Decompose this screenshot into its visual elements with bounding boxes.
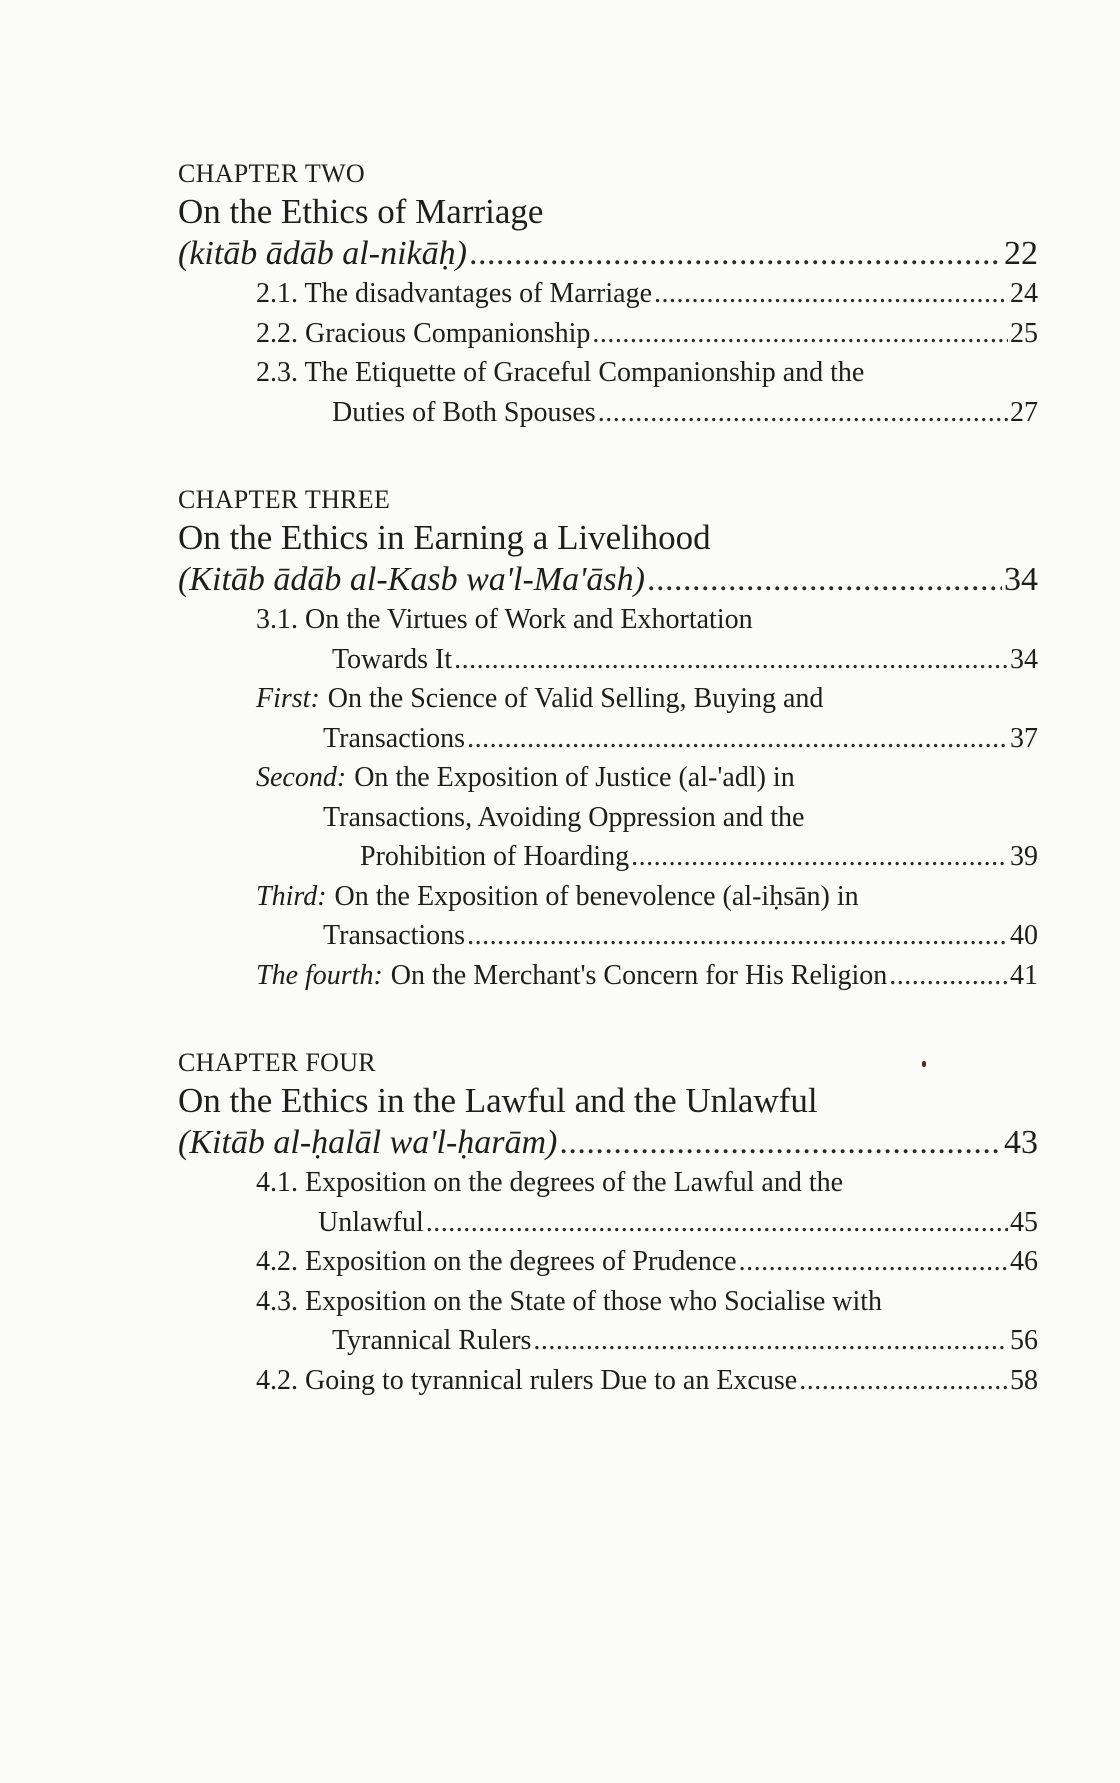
ink-speck	[922, 1061, 926, 1067]
entry-text: 2.1. The disadvantages of Marriage	[256, 278, 653, 309]
page-number: 56	[1010, 1325, 1038, 1356]
page-number: 34	[1010, 643, 1038, 675]
dot-leader	[426, 1203, 1008, 1243]
toc-entry	[178, 314, 1038, 354]
dot-leader	[467, 719, 1008, 759]
dot-leader	[454, 640, 1008, 680]
dot-leader	[469, 234, 1002, 274]
chapter-four	[178, 1047, 1038, 1400]
toc-entry	[178, 600, 1038, 640]
entry-text: 4.3. Exposition on the State of those who Socialise with	[256, 1285, 883, 1317]
dot-leader	[598, 393, 1008, 433]
dot-leader	[647, 560, 1002, 600]
chapter-arabic-title: (kitāb ādāb al-nikāḥ)	[178, 235, 467, 272]
chapter-arabic-title-line	[178, 560, 1038, 600]
page-number: 24	[1010, 278, 1038, 309]
chapter-label: CHAPTER TWO	[178, 159, 365, 188]
page-number: 27	[1010, 396, 1038, 428]
toc-entry	[178, 1361, 1038, 1401]
entry-text: Transactions	[323, 722, 466, 754]
entry-text: Prohibition of Hoarding	[360, 841, 630, 872]
chapter-arabic-title-line	[178, 1123, 1038, 1163]
toc-entry	[178, 758, 1038, 798]
page-number: 45	[1010, 1206, 1038, 1238]
toc-entry	[178, 877, 1038, 917]
entry-text: On the Merchant's Concern for His Religion	[390, 959, 888, 991]
dot-leader	[889, 956, 1008, 996]
table-of-contents	[178, 158, 1038, 1452]
entry-text: 4.1. Exposition on the degrees of the Lawful and the	[256, 1167, 844, 1198]
page-number: 25	[1010, 317, 1038, 349]
page-number: 43	[1004, 1124, 1038, 1161]
toc-entry	[178, 353, 1038, 393]
toc-entry-continuation	[178, 393, 1038, 433]
chapter-title: On the Ethics of Marriage	[178, 192, 544, 231]
dot-leader	[799, 1361, 1008, 1401]
entry-text: Duties of Both Spouses	[332, 396, 596, 428]
page-number: 37	[1010, 722, 1038, 754]
toc-entry	[178, 1163, 1038, 1203]
dot-leader	[654, 274, 1008, 314]
toc-entry-continuation	[178, 837, 1038, 877]
toc-entry-continuation	[178, 798, 1038, 838]
dot-leader	[631, 837, 1008, 877]
entry-text: Towards It	[332, 643, 453, 675]
dot-leader	[467, 916, 1008, 956]
toc-entry-continuation	[178, 916, 1038, 956]
entry-label: Third:	[256, 880, 327, 912]
dot-leader	[559, 1123, 1002, 1163]
entry-text: Unlawful	[318, 1206, 424, 1238]
entry-text: 4.2. Going to tyrannical rulers Due to an Excuse	[256, 1364, 798, 1396]
entry-text: On the Science of Valid Selling, Buying and	[327, 683, 824, 714]
chapter-three	[178, 484, 1038, 995]
entry-text: 4.2. Exposition on the degrees of Prudence	[256, 1246, 737, 1277]
toc-entry	[178, 274, 1038, 314]
entry-text: On the Exposition of benevolence (al-iḥsān) in	[334, 880, 859, 912]
toc-entry-continuation	[178, 1203, 1038, 1243]
page-number: 58	[1010, 1364, 1038, 1396]
chapter-arabic-title-line	[178, 234, 1038, 274]
toc-entry	[178, 1242, 1038, 1282]
page-number: 22	[1004, 235, 1038, 272]
chapter-arabic-title: (Kitāb al-ḥalāl wa'l-ḥarām)	[178, 1124, 558, 1161]
chapter-title: On the Ethics in Earning a Livelihood	[178, 518, 711, 557]
entry-text: On the Exposition of Justice (al-'adl) in	[354, 762, 795, 793]
chapter-label: CHAPTER THREE	[178, 485, 391, 514]
chapter-two	[178, 158, 1038, 432]
entry-text: 3.1. On the Virtues of Work and Exhortation	[256, 604, 753, 635]
chapter-title: On the Ethics in the Lawful and the Unlawful	[178, 1081, 818, 1120]
toc-entry-continuation	[178, 640, 1038, 680]
entry-label: First:	[256, 683, 320, 714]
entry-text: 2.3. The Etiquette of Graceful Companionship and the	[256, 357, 865, 388]
page-number: 46	[1010, 1246, 1038, 1277]
dot-leader	[592, 314, 1008, 354]
entry-text: Transactions, Avoiding Oppression and the	[323, 801, 805, 833]
toc-entry	[178, 956, 1038, 996]
toc-entry-continuation	[178, 1321, 1038, 1361]
entry-label: Second:	[256, 762, 347, 793]
entry-label: The fourth:	[256, 959, 383, 991]
page-number: 34	[1004, 561, 1038, 598]
toc-entry	[178, 679, 1038, 719]
toc-entry	[178, 1282, 1038, 1322]
toc-entry-continuation	[178, 719, 1038, 759]
chapter-label: CHAPTER FOUR	[178, 1048, 376, 1077]
entry-text: Tyrannical Rulers	[332, 1325, 532, 1356]
page-number: 40	[1010, 920, 1038, 951]
chapter-arabic-title: (Kitāb ādāb al-Kasb wa'l-Ma'āsh)	[178, 561, 645, 598]
dot-leader	[739, 1242, 1008, 1282]
entry-text: Transactions	[323, 920, 466, 951]
page-number: 39	[1010, 841, 1038, 872]
page-number: 41	[1010, 959, 1038, 991]
dot-leader	[533, 1321, 1008, 1361]
entry-text: 2.2. Gracious Companionship	[256, 317, 591, 349]
